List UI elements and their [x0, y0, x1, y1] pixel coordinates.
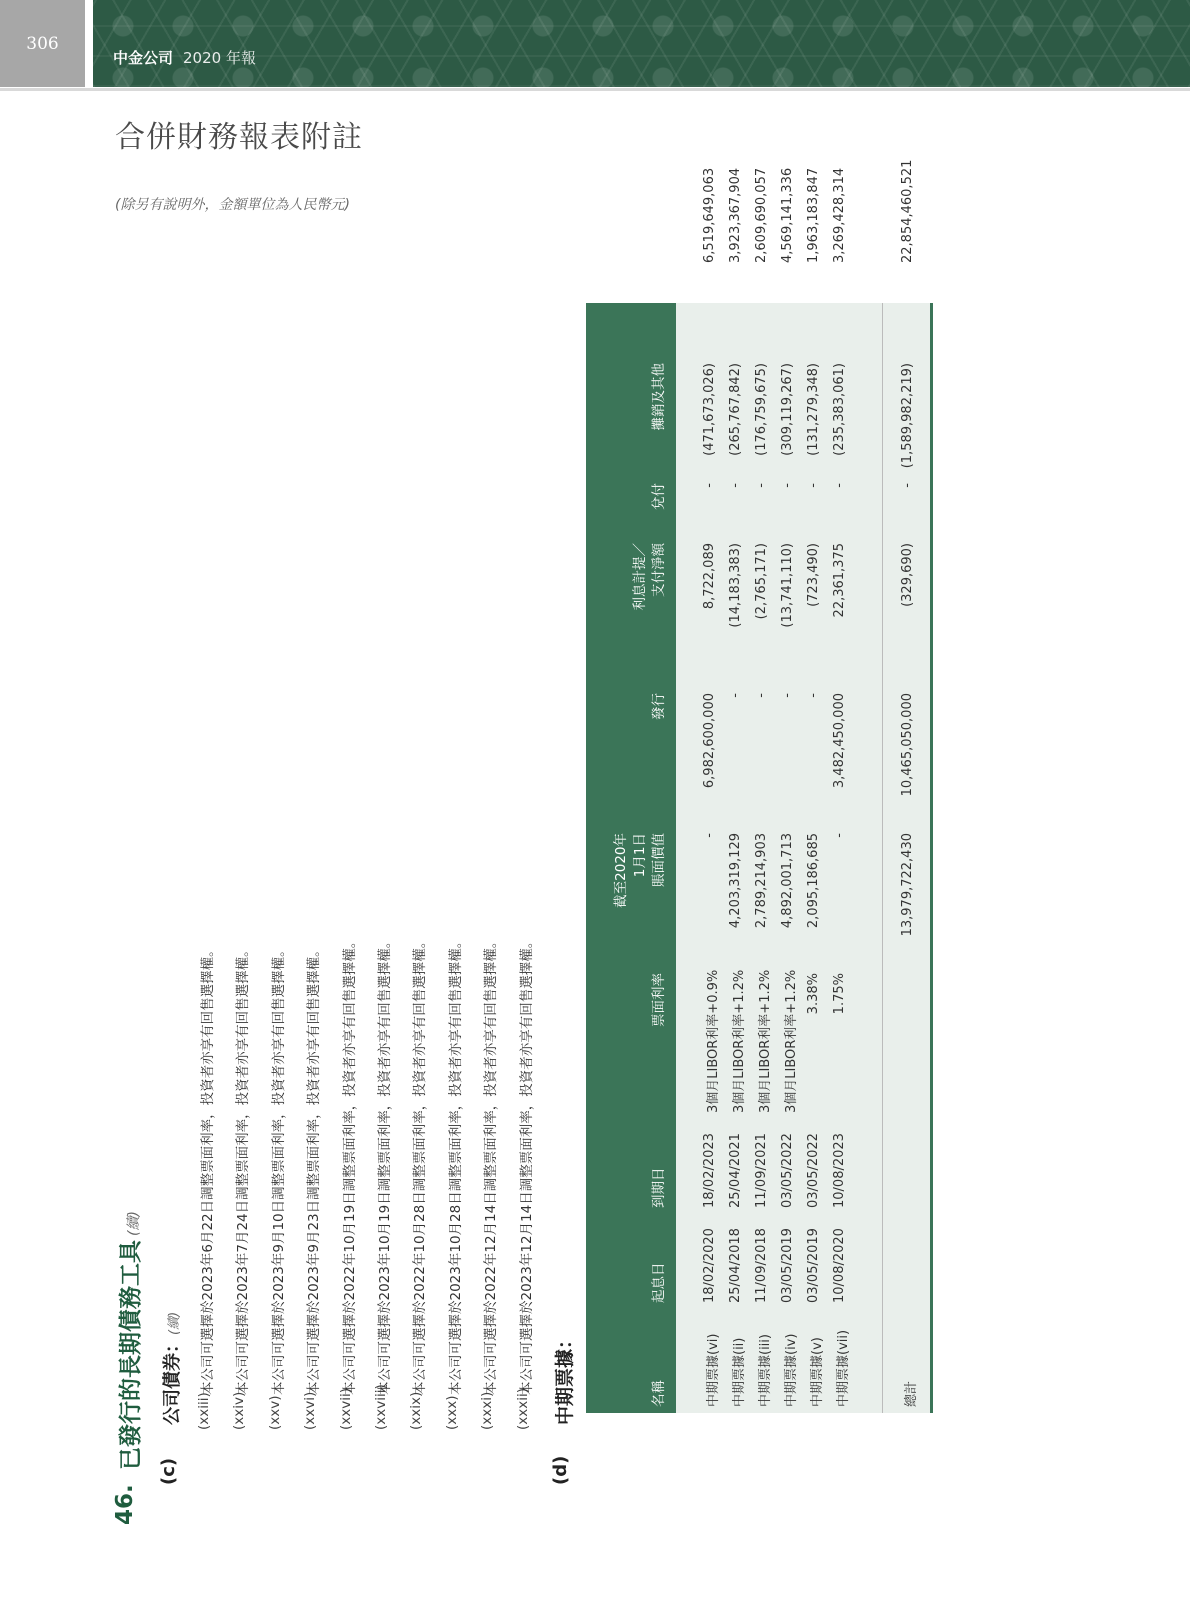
col-header-open-3: 賬面價值 — [651, 833, 667, 887]
bond-notes — [196, 330, 550, 1430]
col-header-close-1: 截至2020年 — [594, 168, 610, 243]
cell-start: 03/05/2019 — [806, 1228, 821, 1303]
cell-interest: 8,722,089 — [702, 543, 717, 610]
list-item — [196, 330, 231, 1430]
total-interest: (329,690) — [900, 543, 915, 607]
note-text: 本公司可選擇於2023年7月24日調整票面利率，投資者亦享有回售選擇權。 — [235, 943, 252, 1395]
cell-redeem: - — [832, 483, 847, 488]
cell-open: 4,892,001,713 — [780, 833, 795, 929]
cell-close: 2,609,690,057 — [754, 167, 769, 263]
mtn-table — [586, 159, 932, 1413]
table-row — [728, 167, 753, 1413]
header-title — [113, 47, 256, 68]
cell-start: 25/04/2018 — [728, 1228, 743, 1303]
note-text: 本公司可選擇於2022年10月19日調整票面利率，投資者亦享有回售選擇權。 — [341, 934, 358, 1395]
note-number: (xxvii) — [337, 1387, 354, 1430]
cell-open: - — [832, 833, 847, 838]
note-text: 本公司可選擇於2023年10月28日調整票面利率，投資者亦享有回售選擇權。 — [447, 934, 464, 1395]
cell-close: 1,963,183,847 — [806, 167, 821, 263]
cell-start: 11/09/2018 — [754, 1228, 769, 1303]
cell-name: 中期票據(ii) — [732, 1337, 747, 1407]
cell-interest: (14,183,383) — [728, 543, 743, 628]
cell-redeem: - — [806, 483, 821, 488]
cell-redeem: - — [702, 483, 717, 488]
table-row — [754, 167, 779, 1413]
cell-maturity: 11/09/2021 — [754, 1133, 769, 1208]
cell-rate: 3.38% — [806, 973, 821, 1015]
list-item — [267, 330, 302, 1430]
cell-name: 中期票據(vii) — [836, 1329, 851, 1407]
list-item — [515, 330, 550, 1430]
col-header-name: 名稱 — [651, 1380, 667, 1407]
note-number: (xxv) — [266, 1395, 283, 1430]
cell-interest: (723,490) — [806, 543, 821, 607]
cell-close: 6,519,649,063 — [702, 167, 717, 263]
total-redeem: - — [900, 483, 915, 488]
subsection-c-title-text: 公司債券： — [162, 1335, 183, 1425]
col-header-start: 起息日 — [651, 1262, 667, 1303]
table-row — [806, 167, 831, 1413]
cell-name: 中期票據(v) — [810, 1337, 825, 1407]
subsection-d-label: (d) — [550, 1455, 571, 1485]
note-text: 本公司可選擇於2022年10月28日調整票面利率，投資者亦享有回售選擇權。 — [412, 934, 429, 1395]
section-number: 46. — [112, 1484, 138, 1525]
list-item — [373, 330, 408, 1430]
company-name: 中金公司 — [113, 49, 174, 67]
note-text: 本公司可選擇於2023年12月14日調整票面利率，投資者亦享有回售選擇權。 — [518, 934, 535, 1395]
total-label: 總計 — [904, 1380, 919, 1407]
table-bottom-rule — [930, 303, 933, 1413]
table-row-total — [900, 159, 925, 1413]
cell-open: 4,203,319,129 — [728, 833, 743, 929]
cell-open: - — [702, 833, 717, 838]
cell-issue: - — [754, 693, 769, 698]
cell-maturity: 25/04/2021 — [728, 1133, 743, 1208]
list-item — [408, 330, 443, 1430]
table-row — [780, 167, 805, 1413]
col-header-amort: 攤銷及其他 — [651, 363, 667, 431]
list-item — [338, 330, 373, 1430]
cell-redeem: - — [780, 483, 795, 488]
cell-amort: (176,759,675) — [754, 363, 769, 456]
cell-interest: (13,741,110) — [780, 543, 795, 628]
cell-open: 2,789,214,903 — [754, 833, 769, 929]
cell-interest: 22,361,375 — [832, 543, 847, 618]
total-amort: (1,589,982,219) — [900, 363, 915, 469]
note-number: (xxiii) — [196, 1392, 212, 1430]
cell-start: 03/05/2019 — [780, 1228, 795, 1303]
list-item — [444, 330, 479, 1430]
list-item — [231, 330, 266, 1430]
list-item — [302, 330, 337, 1430]
header-divider — [0, 88, 1190, 91]
note-text: 本公司可選擇於2023年9月23日調整票面利率，投資者亦享有回售選擇權。 — [306, 943, 323, 1395]
total-divider — [882, 303, 883, 1413]
col-header-open-2: 1月1日 — [632, 833, 648, 878]
note-number: (xxiv) — [231, 1391, 248, 1430]
cell-rate: 3個月LIBOR利率+0.9% — [706, 969, 721, 1113]
header-banner — [93, 0, 1190, 87]
cell-close: 3,269,428,314 — [832, 167, 847, 263]
cell-amort: (471,673,026) — [702, 363, 717, 456]
col-header-redeem: 兌付 — [651, 483, 667, 510]
note-number: (xxx) — [443, 1395, 460, 1430]
section-continued: (續) — [126, 1211, 142, 1236]
cell-redeem: - — [728, 483, 743, 488]
col-header-rate: 票面利率 — [651, 973, 667, 1027]
cell-issue: 6,982,600,000 — [702, 693, 717, 789]
cell-maturity: 03/05/2022 — [780, 1133, 795, 1208]
cell-issue: 3,482,450,000 — [832, 693, 847, 789]
unit-note: (除另有說明外，金額單位為人民幣元) — [115, 197, 350, 213]
cell-amort: (235,383,061) — [832, 363, 847, 456]
col-header-interest-2: 支付淨額 — [651, 543, 667, 597]
note-number: (xxviii) — [372, 1384, 389, 1430]
col-header-maturity: 到期日 — [651, 1167, 667, 1208]
table-row — [832, 167, 857, 1413]
cell-issue: - — [728, 693, 743, 698]
cell-start: 18/02/2020 — [702, 1228, 717, 1303]
report-name: 2020 年報 — [183, 49, 256, 67]
cell-issue: - — [806, 693, 821, 698]
note-number: (xxix) — [408, 1391, 425, 1430]
cell-maturity: 18/02/2023 — [702, 1133, 717, 1208]
note-text: 本公司可選擇於2022年12月14日調整票面利率，投資者亦享有回售選擇權。 — [483, 934, 500, 1395]
note-text: 本公司可選擇於2023年10月19日調整票面利率，投資者亦享有回售選擇權。 — [376, 934, 393, 1395]
cell-name: 中期票據(vi) — [706, 1333, 721, 1407]
note-number: (xxvi) — [302, 1391, 319, 1430]
cell-redeem: - — [754, 483, 769, 488]
section-title — [112, 1211, 145, 1470]
cell-rate: 3個月LIBOR利率+1.2% — [784, 969, 799, 1113]
cell-name: 中期票據(iii) — [758, 1334, 773, 1407]
cell-close: 3,923,367,904 — [728, 167, 743, 263]
cell-maturity: 03/05/2022 — [806, 1133, 821, 1208]
table-header — [586, 168, 676, 1413]
col-header-issue: 發行 — [651, 693, 667, 720]
note-number: (xxxii) — [514, 1387, 531, 1430]
note-number: (xxxi) — [479, 1391, 496, 1430]
total-issue: 10,465,050,000 — [900, 693, 915, 797]
subsection-c-title — [158, 1312, 184, 1425]
col-header-close-3: 賬面價值 — [632, 168, 648, 222]
cell-rate: 1.75% — [832, 973, 847, 1015]
cell-rate: 3個月LIBOR利率+1.2% — [732, 969, 747, 1113]
col-header-close-2: 12月31日 — [613, 168, 629, 230]
cell-start: 10/08/2020 — [832, 1228, 847, 1303]
cell-issue: - — [780, 693, 795, 698]
note-text: 本公司可選擇於2023年9月10日調整票面利率，投資者亦享有回售選擇權。 — [270, 943, 287, 1395]
total-open: 13,979,722,430 — [900, 833, 915, 937]
col-header-open-1: 截至2020年 — [613, 833, 629, 908]
page-title: 合併財務報表附註 — [115, 120, 363, 155]
cell-close: 4,569,141,336 — [780, 167, 795, 263]
total-close: 22,854,460,521 — [900, 159, 915, 263]
cell-amort: (265,767,842) — [728, 363, 743, 456]
subsection-d-title: 中期票據： — [554, 1329, 576, 1425]
page-number: 306 — [0, 0, 85, 87]
list-item — [479, 330, 514, 1430]
cell-name: 中期票據(iv) — [784, 1333, 799, 1407]
note-text: 本公司可選擇於2023年6月22日調整票面利率，投資者亦享有回售選擇權。 — [200, 943, 216, 1395]
cell-maturity: 10/08/2023 — [832, 1133, 847, 1208]
section-title-text: 已發行的長期債務工具 — [118, 1240, 144, 1470]
cell-open: 2,095,186,685 — [806, 833, 821, 929]
table-row — [702, 167, 727, 1413]
cell-interest: (2,765,171) — [754, 543, 769, 620]
cell-rate: 3個月LIBOR利率+1.2% — [758, 969, 773, 1113]
col-header-interest-1: 利息計提／ — [632, 543, 648, 611]
cell-amort: (309,119,267) — [780, 363, 795, 456]
subsection-c-continued: (續) — [167, 1311, 182, 1335]
subsection-c-label: (c) — [158, 1457, 179, 1485]
cell-amort: (131,279,348) — [806, 363, 821, 456]
